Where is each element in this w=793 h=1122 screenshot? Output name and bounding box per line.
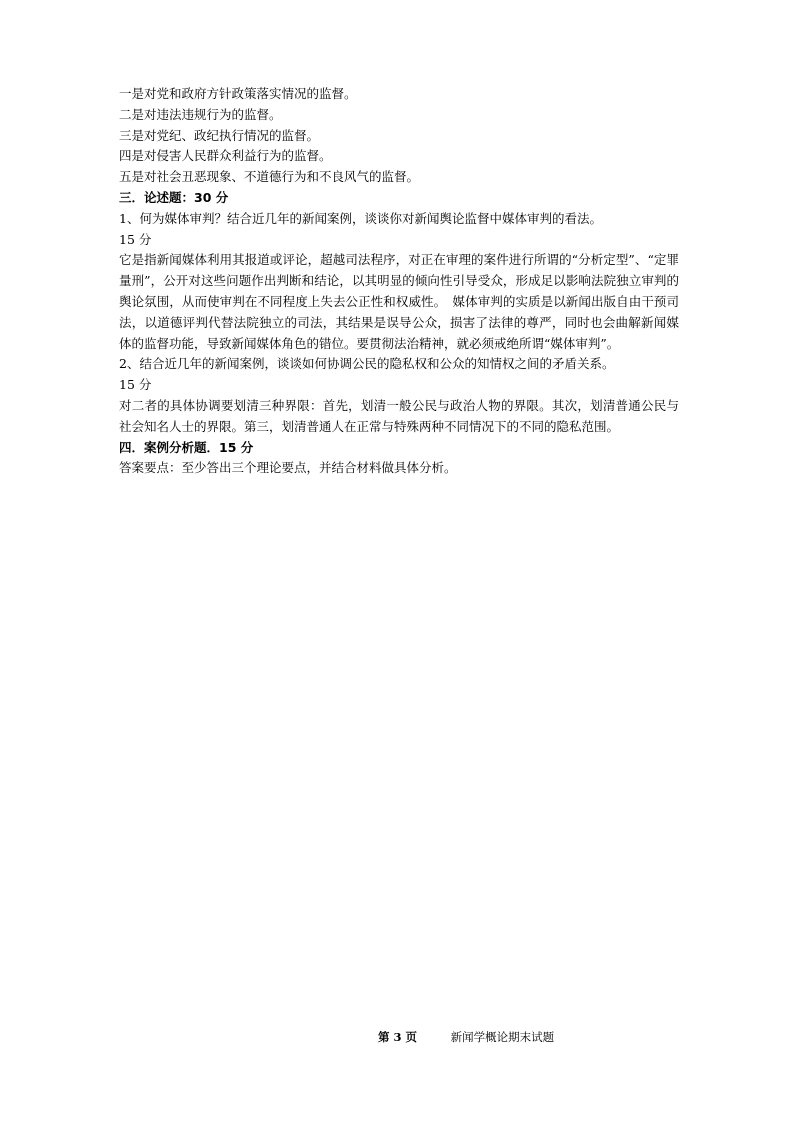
q1-question: 1、何为媒体审判？结合近几年的新闻案例，谈谈你对新闻舆论监督中媒体审判的看法。 (119, 210, 602, 226)
supervision-item-5: 五是对社会丑恶现象、不道德行为和不良风气的监督。 (119, 169, 420, 185)
document-title: 新闻学概论期末试题 (450, 1030, 555, 1044)
q2-question: 2、结合近几年的新闻案例，谈谈如何协调公民的隐私权和公众的知情权之间的矛盾关系。 (119, 356, 615, 372)
supervision-item-2: 二是对违法违规行为的监督。 (119, 106, 282, 122)
supervision-item-4: 四是对侵害人民群众利益行为的监督。 (119, 148, 332, 164)
section4-answer: 答案要点：至少答出三个理论要点，并结合材料做具体分析。 (119, 460, 457, 476)
supervision-item-3: 三是对党纪、政纪执行情况的监督。 (119, 127, 320, 143)
section3-heading: 三．论述题：30 分 (119, 189, 229, 205)
page-number: 第 3 页 (378, 1030, 418, 1044)
document-body (119, 84, 679, 479)
supervision-item-1: 一是对党和政府方针政策落实情况的监督。 (119, 86, 357, 101)
q1-score: 15 分 (119, 231, 152, 247)
q2-answer: 对二者的具体协调要划清三种界限：首先，划清一般公民与政治人物的界限。其次，划清普通公民与社会知名人士的界限。第三，划清普通人在正常与特殊两种不同情况下的不同的隐私范围。 (119, 397, 679, 434)
section4-heading: 四．案例分析题．15 分 (119, 439, 254, 455)
page-footer (378, 1029, 554, 1045)
q1-answer: 它是指新闻媒体利用其报道或评论，超越司法程序，对正在审理的案件进行所谓的“分析定型”、“定罪量刑”，公开对这些问题作出判断和结论，以其明显的倾向性引导受众，形成足以影响法院独立审判的舆论氛围，从而使审判在不同程度上失去公正性和权威性。 媒体审判的实质是以新闻出版自由干预司法，以道德评判代替法院独立的司法，其结果是误导公众，损害了法律的尊严，同时也会曲解新闻媒体的监督功能，导致新闻媒体角色的错位。要贯彻法治精神，就必须戒绝所谓“媒体审判”。 (119, 252, 679, 351)
q2-score: 15 分 (119, 377, 152, 393)
